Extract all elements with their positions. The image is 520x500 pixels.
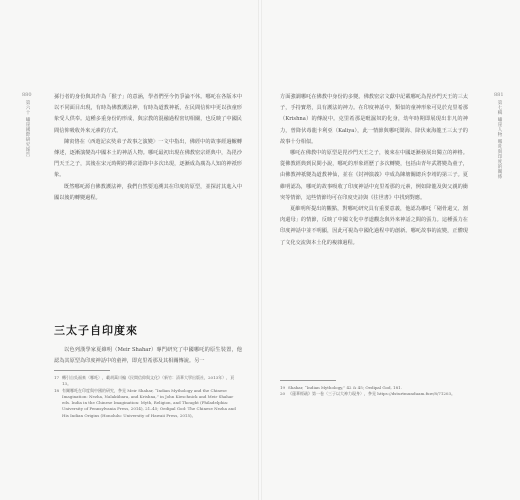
footnote [280,391,468,397]
footnote [54,388,242,419]
running-head: 第七輯 嘯崖人物 哪吒與印度的關係 [497,100,502,179]
right-page [262,0,520,500]
page-number: 881 [494,92,504,98]
footnote-rule [280,380,336,381]
footnote-text: 轉引自吳福來〈哪吒〉，載胡萬川編《民間信仰與文化》（新竹：清華大學出版社，2013年），頁13。 [62,375,235,387]
footnotes [54,375,242,419]
running-head: 第六十 嘯崖國際研究報告 [25,100,30,157]
footnote-number: 18 [54,387,60,393]
footnote [54,375,242,388]
left-page [0,0,258,500]
footnote-text: Shahar, “Indian Mythology,” 42 & 45; Oedipal God, 181. [288,385,402,390]
footnote-number: 19 [280,385,286,390]
footnote-text: 有關哪吒在印度與中國的研究，參見 Meir Shahar, “Indian Mythology and the Chinese Imagination: Nezha, Nalakūbara, and Krishna,” in John Kieschnick and Meir Shahar eds. India in the Chinese Imagination: Myth, Religion, and Thought (Philadelphia: University of Pennsylvania Press, 2014), 21–45; Oedipal God: The Chinese Nezha and His Indian Origins (Honolulu: University of Hawaii Press, 2015)。 [62,387,236,418]
paragraph: 哪吒在佛教中的原型是毘沙門天王之子，後來在中國逐漸發展出獨立的神格。從佛教經典到民間小說，哪吒的形象經歷了多次轉變，包括由青年武將變為童子，由佛教神祇變為道教神仙，並在《封神演義》中成為陳塘關總兵李靖的第三子。夏維明認為，哪吒的故事吸收了印度神話中克里希那的元素，例如降龍及與父親的衝突等情節，這些情節均可在印度史詩與《往世書》中找到對應。 [280,150,468,201]
body-text [280,92,468,249]
footnote-rule [54,370,110,371]
footnote-number: 20 [280,391,286,397]
paragraph: 陳寅恪在〈西遊記玄奘弟子故事之演變〉一文中指出，佛經中的故事經過輾轉傳述，逐漸演變為中國本土的神話人物。哪吒最初出現在佛教密宗經典中，為毘沙門天王之子，其後在宋元時期的禪宗語錄中多次出現，逐漸成為廣為人知的神祇形象。 [54,138,242,179]
section-body [54,345,242,367]
paragraph: 夏維明所提出的觀點，對哪吒研究具有重要意義，他認為哪吒「剔骨還父、割肉還母」的情節，反映了中國文化中孝道觀念與外來神話之間的張力。這種張力在印度神話中並不明顯，因此可視為中國化過程中的創新。哪吒故事的流變，正體現了文化交流與本土化的複雜過程。 [280,206,468,246]
paragraph: 方面強調哪吒在佛教中身份的多變。佛教密宗文獻中記載哪吒為毘沙門天王的三太子，手持寶塔，具有護法的神力。在印度神話中，類似的童神形象可見於克里希那（Krishna）的傳說中。克里希那是毗濕奴的化身，幼年時期即展現出非凡的神力，曾降伏毒龍卡利亞（Kaliya），此一情節與哪吒鬧海、降伏東海龍王三太子的故事十分相似。 [280,94,468,145]
body-text [54,92,242,204]
page-number: 880 [22,92,32,98]
paragraph: 孫行者的身份與其作為「猴子」的意涵，學者們至今仍爭論不休。哪吒在各版本中以不同面目出現，有時為佛教護法神，有時為道教神祇，在民間信仰中更以孩童形象受人供奉。這種多重身份的形成，與宗教的混融過程密切相關，也反映了中國民間信仰吸收外來元素的方式。 [54,94,242,134]
footnote-number: 17 [54,375,60,380]
paragraph: 既然哪吒源自佛教護法神，我們自然要追溯其在印度的原型，並探討其進入中國以後的轉變過程。 [54,183,242,201]
section-heading: 三太子自印度來 [54,324,138,337]
footnote-text: 《蓮華經疏》第一卷〈三子以大神力現身〉，參見 https://dsturtmunduam.fuw/8/71203。 [288,391,456,397]
footnotes [280,385,468,398]
paragraph: 以色列漢學家夏維明（Meir Shahar）專門研究了中國哪吒的原生裝置，他認為其原型為印度神話中的童神，即克里希那及其相關傳說。另一 [54,347,242,365]
